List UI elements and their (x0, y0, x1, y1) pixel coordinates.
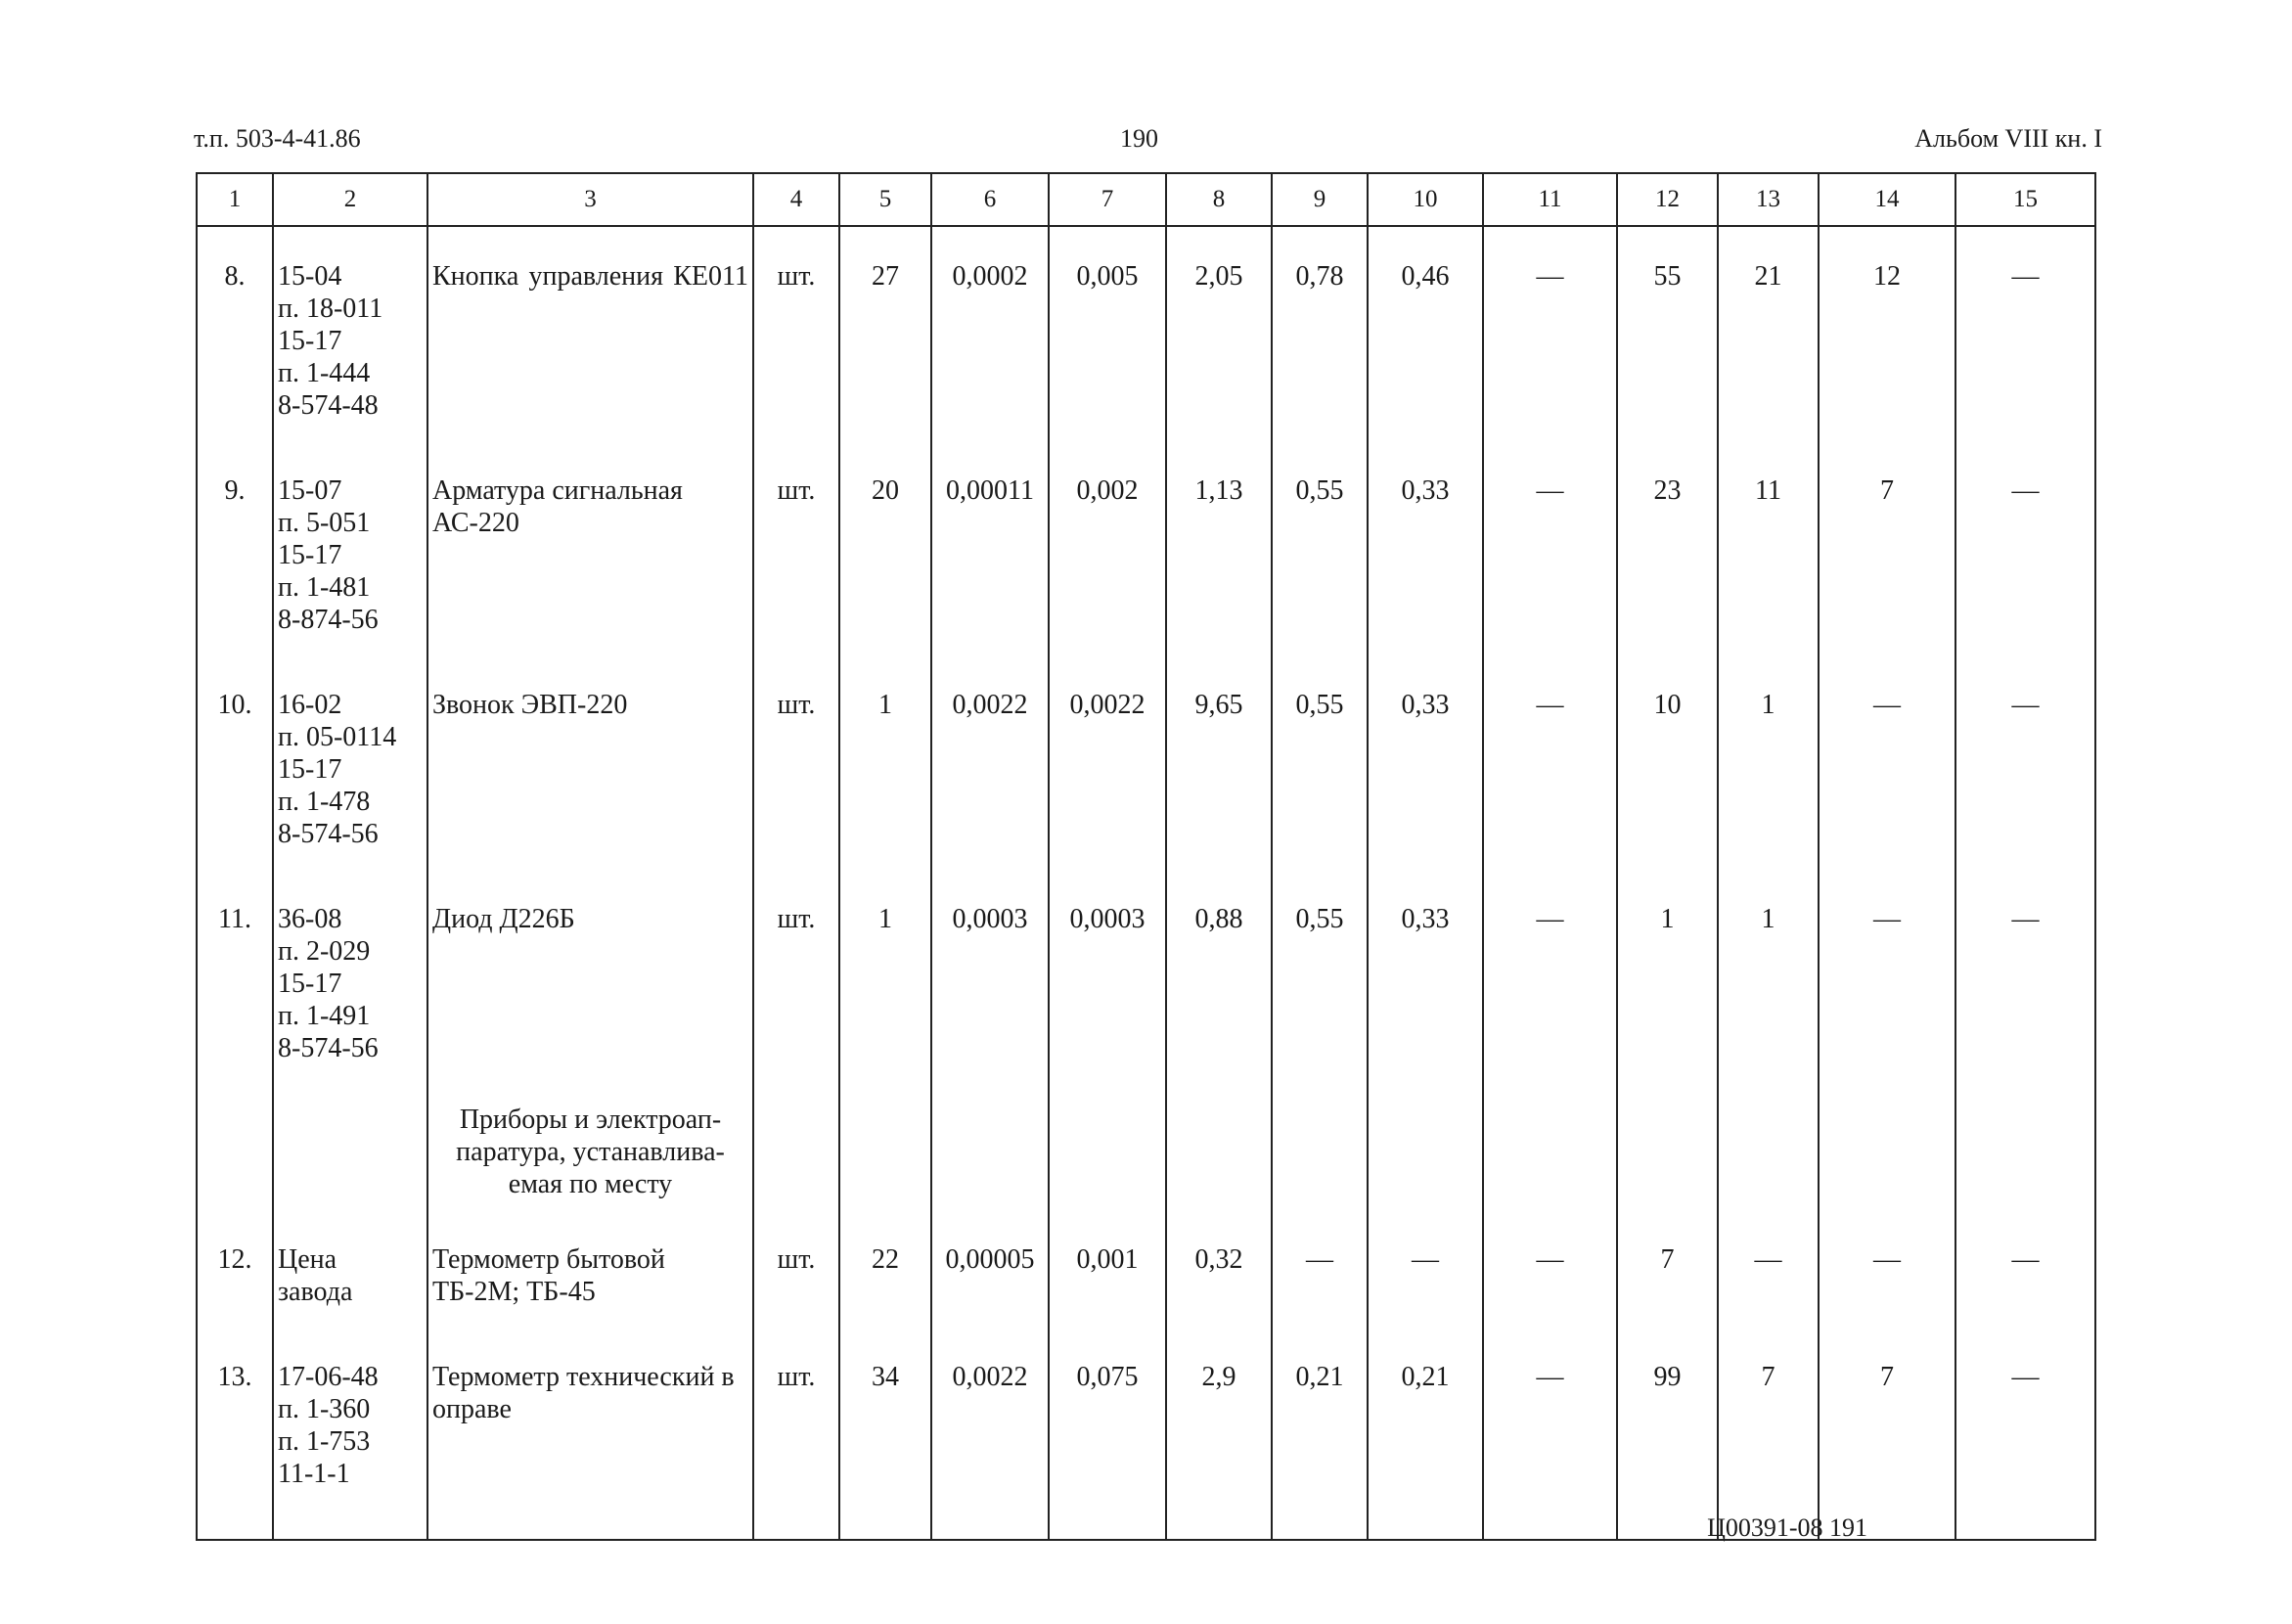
cell-6: 0,00005 (931, 1210, 1049, 1328)
unit: шт. (753, 226, 839, 441)
cell-6: 0,0022 (931, 655, 1049, 870)
cell-14: — (1819, 1210, 1955, 1328)
table-row (197, 226, 2095, 441)
item-name: Кнопка управления КЕ011 (427, 226, 753, 441)
price-code: 15-04 п. 18-011 15-17 п. 1-444 8-574-48 (273, 226, 427, 441)
col-header: 1 (197, 173, 273, 226)
col-header: 15 (1955, 173, 2095, 226)
cell-13: 21 (1718, 226, 1819, 441)
col-header: 2 (273, 173, 427, 226)
cell-5: 27 (839, 226, 931, 441)
cell-11: — (1483, 870, 1617, 1084)
cell-9: — (1272, 1210, 1368, 1328)
table-row (197, 870, 2095, 1084)
price-code: 16-02 п. 05-0114 15-17 п. 1-478 8-574-56 (273, 655, 427, 870)
section-title: Приборы и электроап- паратура, устанавлива- емая по месту (427, 1084, 753, 1210)
cell-7: 0,001 (1049, 1210, 1166, 1328)
col-header: 14 (1819, 173, 1955, 226)
unit: шт. (753, 1210, 839, 1328)
cell-10: 0,33 (1368, 870, 1483, 1084)
cell-5: 20 (839, 441, 931, 655)
item-name: Термометр бытовой ТБ-2М; ТБ-45 (427, 1210, 753, 1328)
row-number: 11. (197, 870, 273, 1084)
column-number-header (197, 173, 2095, 226)
cell-10: 0,21 (1368, 1328, 1483, 1540)
cell-13: 1 (1718, 870, 1819, 1084)
cell-5: 1 (839, 870, 931, 1084)
col-header: 12 (1617, 173, 1718, 226)
price-code: 36-08 п. 2-029 15-17 п. 1-491 8-574-56 (273, 870, 427, 1084)
cell-12: 10 (1617, 655, 1718, 870)
cell-13: — (1718, 1210, 1819, 1328)
cell-7: 0,0022 (1049, 655, 1166, 870)
table-row (197, 441, 2095, 655)
price-code: 15-07 п. 5-051 15-17 п. 1-481 8-874-56 (273, 441, 427, 655)
row-number: 13. (197, 1328, 273, 1540)
col-header: 5 (839, 173, 931, 226)
cell-14: — (1819, 870, 1955, 1084)
cell-11: — (1483, 1328, 1617, 1540)
col-header: 3 (427, 173, 753, 226)
cell-10: 0,33 (1368, 655, 1483, 870)
row-number: 10. (197, 655, 273, 870)
unit: шт. (753, 655, 839, 870)
cell-13: 11 (1718, 441, 1819, 655)
cell-15: — (1955, 1210, 2095, 1328)
cell-14: 7 (1819, 441, 1955, 655)
cell-7: 0,075 (1049, 1328, 1166, 1540)
item-name: Звонок ЭВП-220 (427, 655, 753, 870)
cell-11: — (1483, 655, 1617, 870)
col-header: 9 (1272, 173, 1368, 226)
section-row (197, 1084, 2095, 1210)
header-album: Альбом VIII кн. I (1914, 124, 2102, 153)
cell-14: 7 (1819, 1328, 1955, 1540)
cell-10: 0,46 (1368, 226, 1483, 441)
cell-11: — (1483, 226, 1617, 441)
item-name: Термометр технический в оправе (427, 1328, 753, 1540)
row-number: 12. (197, 1210, 273, 1328)
col-header: 8 (1166, 173, 1272, 226)
footer-doc-code: Ц00391-08 191 (1707, 1513, 1867, 1542)
cell-15: — (1955, 655, 2095, 870)
cell-12: 23 (1617, 441, 1718, 655)
col-header: 4 (753, 173, 839, 226)
cell-10: — (1368, 1210, 1483, 1328)
col-header: 13 (1718, 173, 1819, 226)
cell-8: 0,88 (1166, 870, 1272, 1084)
cell-15: — (1955, 1328, 2095, 1540)
cell-14: — (1819, 655, 1955, 870)
cell-8: 9,65 (1166, 655, 1272, 870)
specification-table (196, 172, 2096, 1541)
cell-8: 1,13 (1166, 441, 1272, 655)
cell-9: 0,55 (1272, 870, 1368, 1084)
cell-6: 0,0003 (931, 870, 1049, 1084)
cell-12: 99 (1617, 1328, 1718, 1540)
row-number: 8. (197, 226, 273, 441)
col-header: 6 (931, 173, 1049, 226)
unit: шт. (753, 870, 839, 1084)
cell-5: 34 (839, 1328, 931, 1540)
col-header: 10 (1368, 173, 1483, 226)
unit: шт. (753, 441, 839, 655)
row-number: 9. (197, 441, 273, 655)
cell-9: 0,78 (1272, 226, 1368, 441)
price-code: Цена завода (273, 1210, 427, 1328)
cell-6: 0,0002 (931, 226, 1049, 441)
table-row (197, 655, 2095, 870)
cell-13: 1 (1718, 655, 1819, 870)
cell-5: 1 (839, 655, 931, 870)
cell-11: — (1483, 441, 1617, 655)
table-row (197, 1210, 2095, 1328)
cell-7: 0,0003 (1049, 870, 1166, 1084)
cell-6: 0,00011 (931, 441, 1049, 655)
col-header: 11 (1483, 173, 1617, 226)
cell-7: 0,005 (1049, 226, 1166, 441)
cell-12: 55 (1617, 226, 1718, 441)
cell-15: — (1955, 870, 2095, 1084)
cell-10: 0,33 (1368, 441, 1483, 655)
cell-8: 2,9 (1166, 1328, 1272, 1540)
price-code: 17-06-48 п. 1-360 п. 1-753 11-1-1 (273, 1328, 427, 1540)
cell-8: 0,32 (1166, 1210, 1272, 1328)
cell-7: 0,002 (1049, 441, 1166, 655)
cell-12: 7 (1617, 1210, 1718, 1328)
cell-11: — (1483, 1210, 1617, 1328)
cell-12: 1 (1617, 870, 1718, 1084)
cell-15: — (1955, 226, 2095, 441)
item-name: Диод Д226Б (427, 870, 753, 1084)
cell-8: 2,05 (1166, 226, 1272, 441)
cell-15: — (1955, 441, 2095, 655)
unit: шт. (753, 1328, 839, 1540)
cell-6: 0,0022 (931, 1328, 1049, 1540)
cell-13: 7 (1718, 1328, 1819, 1540)
col-header: 7 (1049, 173, 1166, 226)
item-name: Арматура сигнальная АС-220 (427, 441, 753, 655)
cell-5: 22 (839, 1210, 931, 1328)
header-doc-number: т.п. 503-4-41.86 (194, 124, 361, 153)
table-row (197, 1328, 2095, 1540)
cell-9: 0,55 (1272, 655, 1368, 870)
cell-9: 0,55 (1272, 441, 1368, 655)
header-page-number: 190 (1120, 124, 1158, 153)
cell-9: 0,21 (1272, 1328, 1368, 1540)
cell-14: 12 (1819, 226, 1955, 441)
